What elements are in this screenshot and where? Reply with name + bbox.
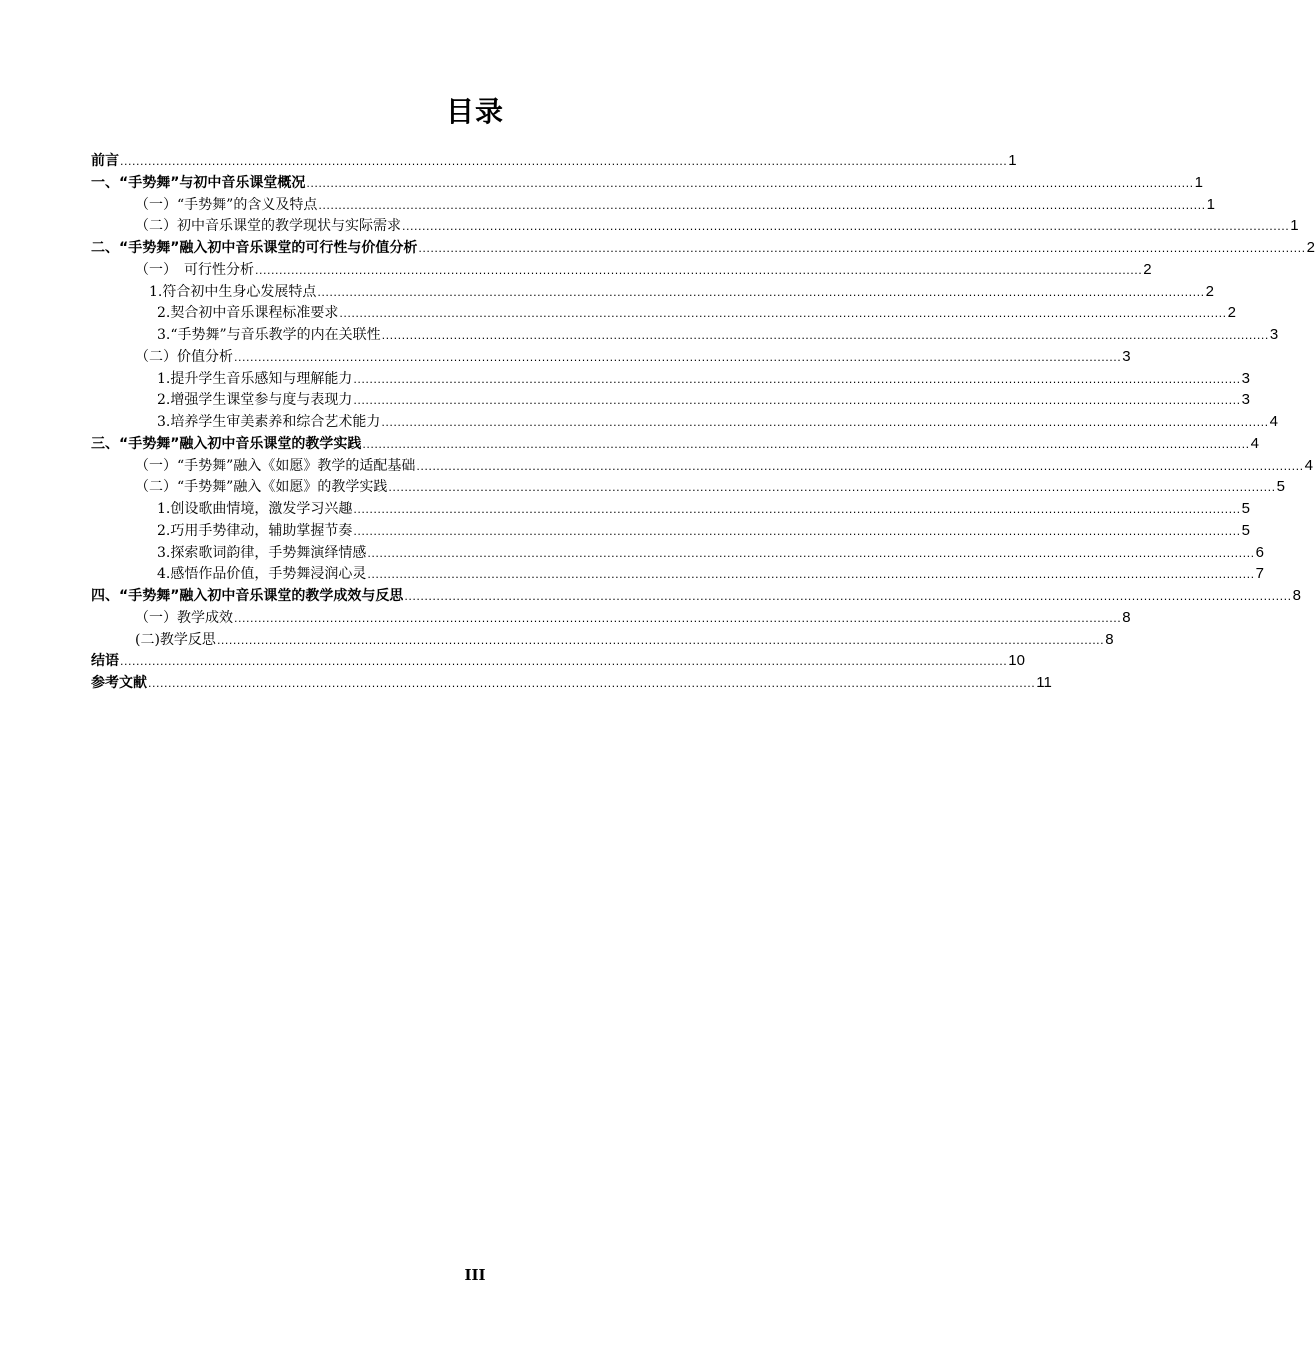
toc-page-number: 1	[1290, 217, 1299, 235]
toc-entry[interactable]	[91, 650, 1025, 672]
toc-entry[interactable]	[91, 389, 1250, 411]
dot-leader: ..............................................................................................................................................................................................................................	[306, 176, 1194, 190]
toc-page-number: 4	[1304, 456, 1313, 474]
dot-leader: ..............................................................................................................................................................................................................................	[120, 655, 1008, 669]
toc-entry[interactable]	[91, 150, 1017, 172]
toc-entry[interactable]	[91, 368, 1250, 390]
toc-page-number: 3	[1241, 391, 1250, 409]
toc-page-number: 5	[1241, 521, 1250, 539]
toc-page-number: 2	[1205, 282, 1214, 300]
toc-entry-label: 一、“手势舞”与初中音乐课堂概况	[91, 174, 306, 191]
page-number-footer: III	[464, 1266, 486, 1284]
toc-entry-label: （一）教学成效	[135, 609, 233, 626]
dot-leader: ..............................................................................................................................................................................................................................	[317, 285, 1205, 299]
toc-entry-label: 2.增强学生课堂参与度与表现力	[157, 392, 353, 409]
toc-entry-label: （一）“手势舞”的含义及特点	[135, 196, 318, 213]
toc-page-number: 2	[1227, 304, 1236, 322]
dot-leader: ..............................................................................................................................................................................................................................	[120, 155, 1008, 168]
toc-entry[interactable]	[91, 411, 1278, 433]
dot-leader: ..............................................................................................................................................................................................................................	[381, 416, 1269, 429]
toc-entry-label: 二、“手势舞”融入初中音乐课堂的可行性与价值分析	[91, 240, 418, 256]
toc-entry-label: 4.感悟作品价值，手势舞浸润心灵	[157, 566, 367, 583]
toc-entry[interactable]	[91, 302, 1236, 324]
toc-page-number: 3	[1241, 369, 1250, 387]
table-of-contents	[91, 150, 1315, 694]
toc-entry[interactable]	[91, 281, 1214, 303]
dot-leader: ..............................................................................................................................................................................................................................	[148, 677, 1036, 690]
dot-leader: ..............................................................................................................................................................................................................................	[402, 220, 1290, 234]
toc-entry[interactable]	[91, 433, 1259, 455]
toc-page-number: 3	[1269, 326, 1279, 343]
toc-page-number: 2	[1143, 260, 1152, 278]
dot-leader: ..............................................................................................................................................................................................................................	[388, 481, 1276, 495]
toc-page-number: 8	[1122, 608, 1131, 626]
dot-leader: ..............................................................................................................................................................................................................................	[416, 459, 1304, 473]
toc-entry-label: (二)教学反思	[135, 631, 216, 648]
toc-entry[interactable]	[91, 585, 1301, 607]
toc-entry-label: 前言	[91, 153, 119, 169]
toc-page-number: 1	[1008, 152, 1017, 169]
toc-entry-label: 1.符合初中生身心发展特点	[149, 283, 317, 300]
toc-entry[interactable]	[91, 324, 1279, 346]
toc-entry-label: 结语	[91, 653, 119, 670]
toc-page-number: 5	[1276, 478, 1285, 496]
dot-leader: ..............................................................................................................................................................................................................................	[216, 633, 1105, 647]
toc-entry[interactable]	[91, 259, 1152, 281]
dot-leader: ..............................................................................................................................................................................................................................	[353, 524, 1241, 538]
toc-page-number: 8	[1292, 587, 1301, 604]
dot-leader: ..............................................................................................................................................................................................................................	[362, 437, 1250, 451]
dot-leader: ..............................................................................................................................................................................................................................	[255, 263, 1143, 277]
toc-entry-label: 3.培养学生审美素养和综合艺术能力	[157, 414, 381, 430]
toc-entry[interactable]	[91, 607, 1131, 629]
toc-entry[interactable]	[91, 346, 1131, 368]
toc-entry-label: （二）价值分析	[135, 348, 233, 365]
toc-page-number: 1	[1206, 195, 1215, 213]
toc-entry[interactable]	[91, 455, 1313, 477]
toc-entry-label: 2.巧用手势律动，辅助掌握节奏	[157, 522, 353, 539]
toc-page-number: 3	[1122, 347, 1131, 365]
toc-entry-label: （二）初中音乐课堂的教学现状与实际需求	[135, 218, 401, 235]
toc-page-number: 7	[1255, 565, 1264, 583]
toc-entry-label: 2.契合初中音乐课程标准要求	[157, 305, 339, 322]
toc-entry[interactable]	[91, 629, 1114, 651]
toc-page-number: 11	[1036, 674, 1052, 691]
dot-leader: ..............................................................................................................................................................................................................................	[404, 590, 1292, 603]
toc-entry-label: （一）“手势舞”融入《如愿》教学的适配基础	[135, 457, 416, 474]
toc-entry-label: 1.创设歌曲情境，激发学习兴趣	[157, 501, 353, 517]
dot-leader: ..............................................................................................................................................................................................................................	[339, 307, 1227, 321]
toc-entry-label: 3.探索歌词韵律，手势舞演绎情感	[157, 544, 367, 561]
dot-leader: ..............................................................................................................................................................................................................................	[353, 503, 1241, 516]
toc-entry-label: 参考文献	[91, 675, 147, 691]
dot-leader: ..............................................................................................................................................................................................................................	[381, 329, 1269, 342]
toc-entry-label: 三、“手势舞”融入初中音乐课堂的教学实践	[91, 435, 362, 452]
toc-entry-label: （一） 可行性分析	[135, 261, 254, 278]
toc-entry[interactable]	[91, 215, 1299, 237]
dot-leader: ..............................................................................................................................................................................................................................	[234, 350, 1122, 364]
toc-entry[interactable]	[91, 520, 1250, 542]
toc-page-number: 4	[1269, 413, 1278, 430]
toc-page-number: 5	[1241, 500, 1250, 517]
toc-entry[interactable]	[91, 498, 1250, 520]
toc-page-number: 8	[1105, 630, 1114, 648]
toc-entry-label: 四、“手势舞”融入初中音乐课堂的教学成效与反思	[91, 588, 404, 604]
toc-entry[interactable]	[91, 672, 1052, 694]
dot-leader: ..............................................................................................................................................................................................................................	[353, 394, 1241, 408]
toc-entry[interactable]	[91, 563, 1264, 585]
toc-entry[interactable]	[91, 172, 1203, 194]
toc-title: 目录	[445, 95, 504, 128]
toc-entry-label: 1.提升学生音乐感知与理解能力	[157, 370, 353, 387]
toc-page-number: 1	[1194, 173, 1203, 191]
toc-page-number: 4	[1250, 434, 1259, 452]
dot-leader: ..............................................................................................................................................................................................................................	[234, 611, 1122, 625]
toc-page-number: 10	[1008, 652, 1025, 670]
toc-page-number: 2	[1306, 239, 1315, 256]
toc-entry[interactable]	[91, 194, 1215, 216]
toc-entry-label: （二）“手势舞”融入《如愿》的教学实践	[135, 479, 388, 496]
dot-leader: ..............................................................................................................................................................................................................................	[367, 546, 1255, 560]
dot-leader: ..............................................................................................................................................................................................................................	[367, 568, 1255, 582]
toc-page-number: 6	[1255, 543, 1264, 561]
dot-leader: ..............................................................................................................................................................................................................................	[353, 372, 1241, 386]
toc-entry[interactable]	[91, 542, 1264, 564]
toc-entry[interactable]	[91, 237, 1315, 259]
toc-entry-label: 3.“手势舞”与音乐教学的内在关联性	[157, 327, 381, 343]
dot-leader: ..............................................................................................................................................................................................................................	[318, 198, 1206, 212]
toc-entry[interactable]	[91, 476, 1285, 498]
dot-leader: ..............................................................................................................................................................................................................................	[418, 242, 1306, 255]
